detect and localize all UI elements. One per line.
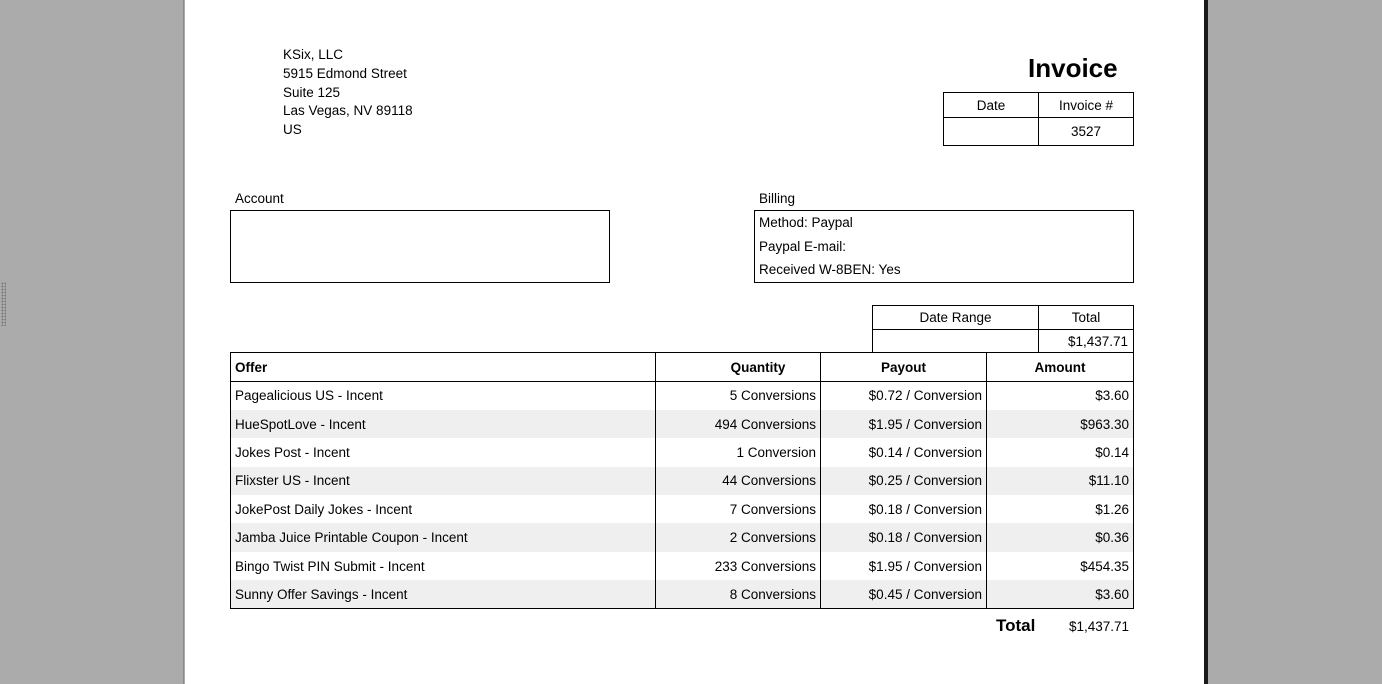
- summary-table: [872, 305, 1134, 353]
- page-right-edge: [1204, 0, 1208, 684]
- billing-box: [754, 210, 1134, 283]
- table-row: [231, 467, 1134, 495]
- offer-cell: Flixster US - Incent: [231, 467, 656, 495]
- amount-cell: $3.60: [987, 382, 1134, 410]
- resize-grip[interactable]: [1, 282, 6, 326]
- company-name: KSix, LLC: [283, 47, 344, 62]
- amount-cell: $454.35: [987, 552, 1134, 580]
- summary-total-value: $1,437.71: [1039, 330, 1134, 353]
- date-value: [944, 118, 1039, 146]
- company-street: 5915 Edmond Street: [283, 65, 407, 81]
- billing-label: Billing: [759, 191, 796, 206]
- payout-cell: $1.95 / Conversion: [821, 552, 987, 580]
- quantity-cell: 7 Conversions: [656, 495, 821, 523]
- amount-cell: $3.60: [987, 580, 1134, 608]
- amount-cell: $963.30: [987, 410, 1134, 438]
- invoice-number-header: Invoice #: [1039, 93, 1134, 118]
- grand-total-value: $1,437.71: [1069, 619, 1130, 634]
- quantity-cell: 494 Conversions: [656, 410, 821, 438]
- total-header: Total: [1039, 306, 1134, 330]
- offer-cell: Bingo Twist PIN Submit - Incent: [231, 552, 656, 580]
- invoice-number-value: 3527: [1039, 118, 1134, 146]
- table-row: [231, 580, 1134, 608]
- billing-w8ben: Received W-8BEN: Yes: [759, 262, 901, 277]
- viewer-left-margin: [0, 0, 184, 684]
- table-row: [231, 410, 1134, 438]
- payout-header: Payout: [821, 353, 987, 382]
- offer-header: Offer: [231, 353, 656, 382]
- quantity-header: Quantity: [656, 353, 821, 382]
- offer-cell: Sunny Offer Savings - Incent: [231, 580, 656, 608]
- payout-cell: $1.95 / Conversion: [821, 410, 987, 438]
- account-label: Account: [235, 191, 284, 206]
- amount-header: Amount: [987, 353, 1134, 382]
- table-header-row: [231, 353, 1134, 382]
- offer-cell: Jokes Post - Incent: [231, 438, 656, 466]
- payout-cell: $0.14 / Conversion: [821, 438, 987, 466]
- table-row: [231, 438, 1134, 466]
- grand-total-label: Total: [996, 616, 1036, 635]
- table-row: [231, 495, 1134, 523]
- table-row: [231, 382, 1134, 410]
- company-address: [283, 46, 413, 140]
- account-box: [230, 210, 610, 283]
- invoice-meta-table: [943, 92, 1134, 146]
- date-range-header: Date Range: [873, 306, 1039, 330]
- amount-cell: $1.26: [987, 495, 1134, 523]
- payout-cell: $0.45 / Conversion: [821, 580, 987, 608]
- offers-table: [230, 352, 1134, 609]
- invoice-page: [185, 0, 1204, 684]
- billing-email: Paypal E-mail:: [759, 238, 847, 254]
- date-header: Date: [944, 93, 1039, 118]
- company-city: Las Vegas, NV 89118: [283, 103, 413, 119]
- payout-cell: $0.72 / Conversion: [821, 382, 987, 410]
- billing-method: Method: Paypal: [759, 215, 853, 230]
- quantity-cell: 2 Conversions: [656, 523, 821, 551]
- quantity-cell: 5 Conversions: [656, 382, 821, 410]
- offer-cell: JokePost Daily Jokes - Incent: [231, 495, 656, 523]
- payout-cell: $0.18 / Conversion: [821, 523, 987, 551]
- table-row: [231, 523, 1134, 551]
- amount-cell: $11.10: [987, 467, 1134, 495]
- quantity-cell: 44 Conversions: [656, 467, 821, 495]
- payout-cell: $0.18 / Conversion: [821, 495, 987, 523]
- offer-cell: Jamba Juice Printable Coupon - Incent: [231, 523, 656, 551]
- amount-cell: $0.36: [987, 523, 1134, 551]
- company-suite: Suite 125: [283, 84, 341, 100]
- amount-cell: $0.14: [987, 438, 1134, 466]
- company-country: US: [283, 122, 302, 138]
- quantity-cell: 1 Conversion: [656, 438, 821, 466]
- payout-cell: $0.25 / Conversion: [821, 467, 987, 495]
- quantity-cell: 233 Conversions: [656, 552, 821, 580]
- table-row: [231, 552, 1134, 580]
- invoice-title: Invoice: [1028, 53, 1118, 83]
- offer-cell: HueSpotLove - Incent: [231, 410, 656, 438]
- offer-cell: Pagealicious US - Incent: [231, 382, 656, 410]
- quantity-cell: 8 Conversions: [656, 580, 821, 608]
- date-range-value: [873, 330, 1039, 353]
